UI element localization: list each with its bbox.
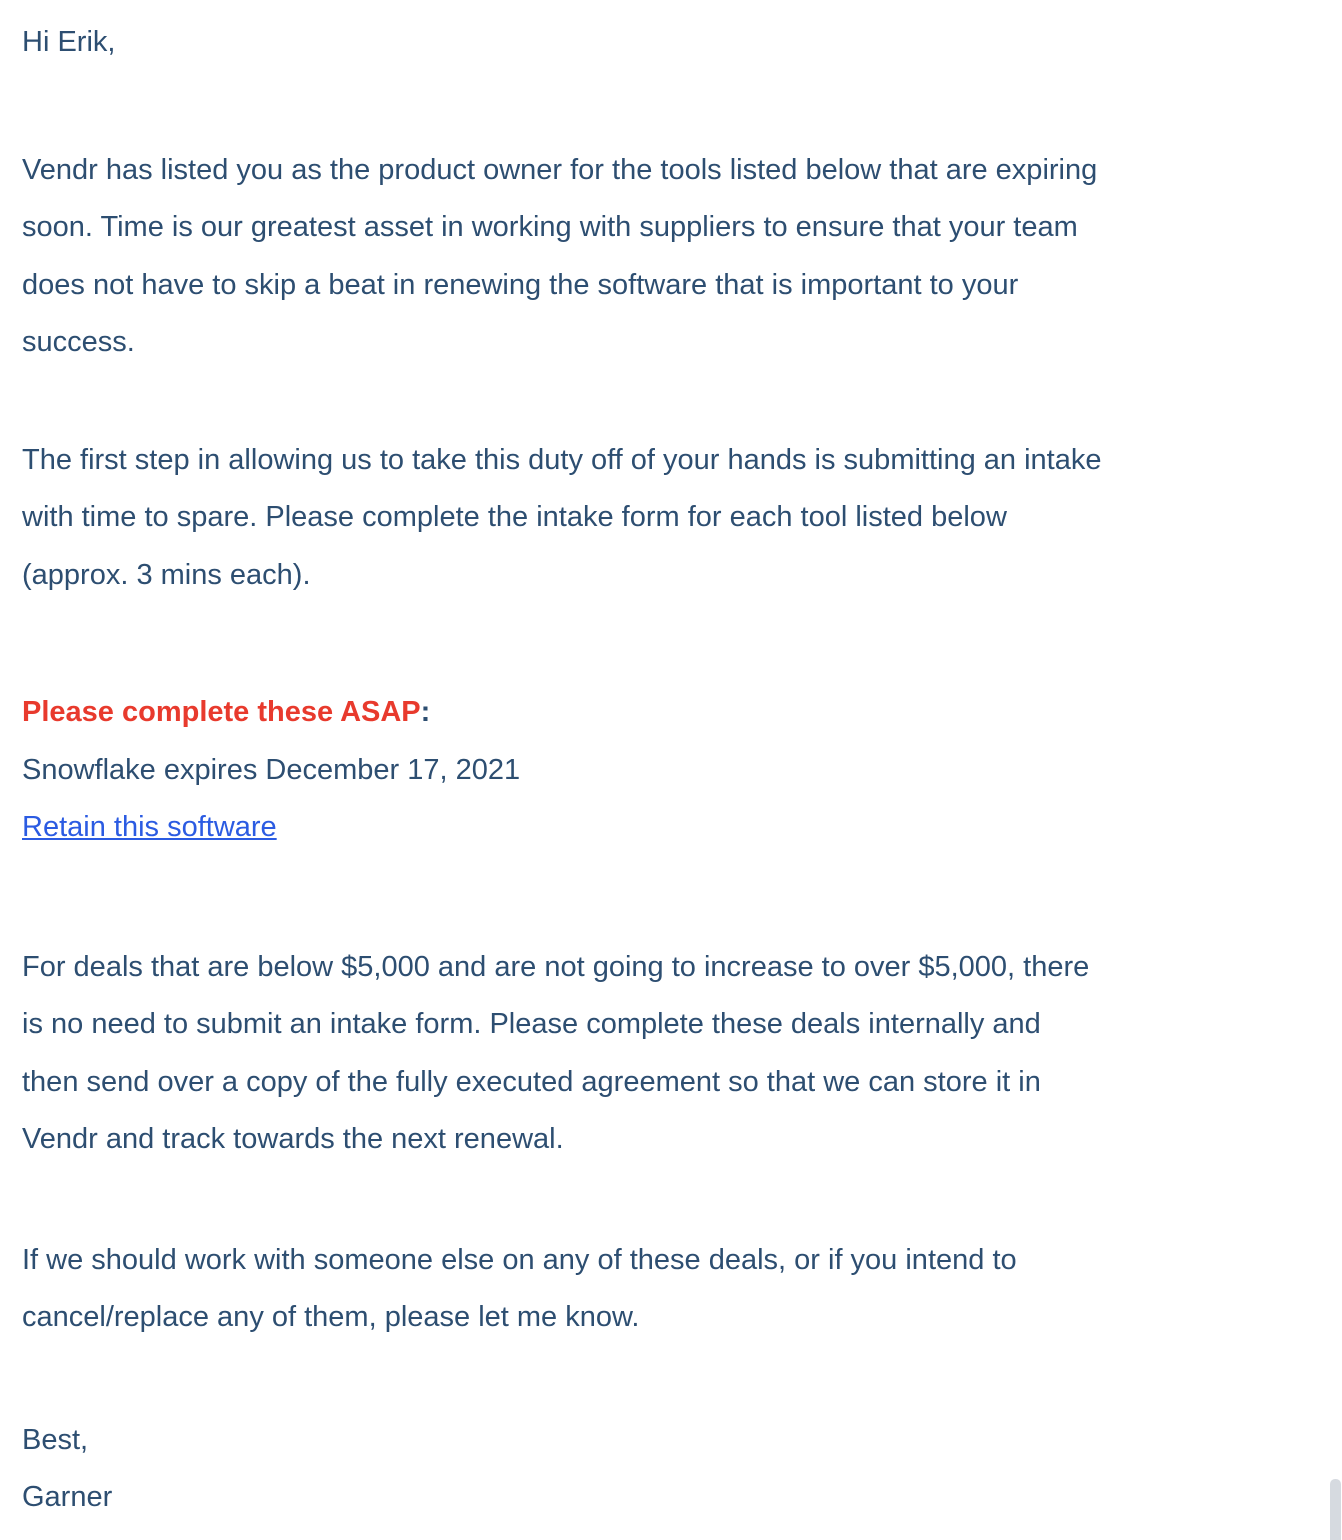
asap-section	[22, 684, 1332, 857]
body-paragraph-1	[22, 142, 1332, 372]
greeting: Hi Erik,	[22, 26, 116, 58]
retain-link-line	[22, 799, 1332, 857]
paragraph-line: cancel/replace any of them, please let me know.	[22, 1301, 640, 1333]
expiry-line: Snowflake expires December 17, 2021	[22, 753, 521, 786]
paragraph-line: For deals that are below $5,000 and are not going to increase to over $5,000, there	[22, 950, 1090, 983]
paragraph-line: If we should work with someone else on any of these deals, or if you intend to	[22, 1243, 1017, 1276]
paragraph-line: soon. Time is our greatest asset in working with suppliers to ensure that your team	[22, 211, 1078, 243]
paragraph-line: (approx. 3 mins each).	[22, 558, 311, 591]
signoff	[22, 1412, 1332, 1527]
paragraph-line: The first step in allowing us to take this duty off of your hands is submitting an intake	[22, 443, 1102, 476]
asap-heading	[22, 684, 1332, 742]
asap-heading-colon: :	[420, 696, 431, 728]
paragraph-line: does not have to skip a beat in renewing the software that is important to your	[22, 268, 1019, 301]
paragraph-line: is no need to submit an intake form. Please complete these deals internally and	[22, 1008, 1041, 1040]
retain-software-link[interactable]: Retain this software	[22, 811, 277, 843]
asap-heading-text: Please complete these ASAP	[22, 696, 421, 728]
vertical-scrollbar-thumb[interactable]	[1330, 1479, 1341, 1540]
paragraph-line: success.	[22, 326, 135, 358]
body-paragraph-2	[22, 432, 1332, 605]
signoff-closing: Best,	[22, 1423, 89, 1456]
signature-name: Garner	[22, 1481, 113, 1513]
paragraph-line: Vendr has listed you as the product owner for the tools listed below that are expiring	[22, 153, 1098, 186]
paragraph-line: then send over a copy of the fully executed agreement so that we can store it in	[22, 1065, 1041, 1098]
body-paragraph-3	[22, 939, 1332, 1169]
paragraph-line: with time to spare. Please complete the intake form for each tool listed below	[22, 501, 1007, 533]
body-paragraph-4	[22, 1232, 1332, 1347]
paragraph-line: Vendr and track towards the next renewal.	[22, 1123, 564, 1155]
